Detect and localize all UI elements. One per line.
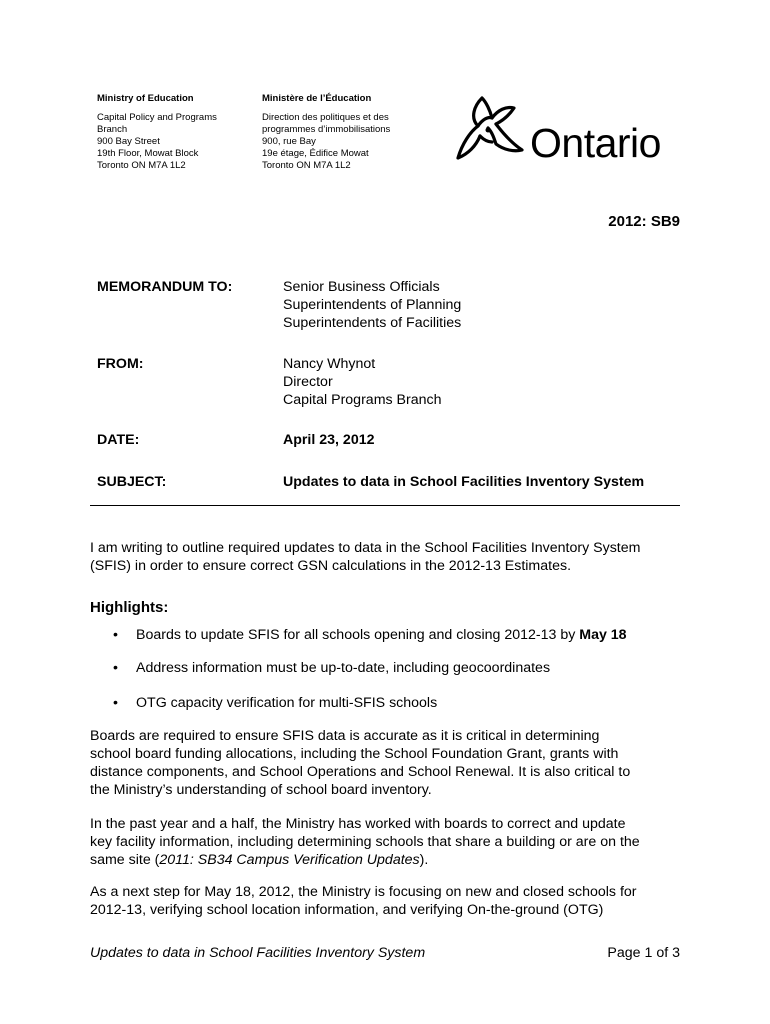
intro-line: I am writing to outline required updates to data in the School Facilities Inventory System [90,540,641,556]
memo-subject-label: SUBJECT: [97,474,167,490]
referenced-memo: 2011: SB34 Campus Verification Updates [159,852,420,868]
memo-date-value: April 23, 2012 [283,432,375,448]
paragraph-line: distance components, and School Operations and School Renewal. It is also critical to [90,764,631,780]
bullet-text: Address information must be up-to-date, including geocoordinates [136,660,551,676]
paragraph-line: 2012-13, verifying school location information, and verifying On-the-ground (OTG) [90,902,604,918]
ministry-name-en: Ministry of Education [97,93,194,104]
header-divider [90,505,680,506]
address-fr [262,112,390,172]
bullet-text: OTG capacity verification for multi-SFIS schools [136,695,438,711]
trillium-icon [452,92,532,168]
address-fr-line: Direction des politiques et des [262,112,389,123]
memo-code: 2012: SB9 [608,213,680,230]
paragraph-text: same site ( [90,852,160,868]
address-en-line: Toronto ON M7A 1L2 [97,160,186,171]
sender-line: Director [283,374,333,390]
paragraph-line: As a next step for May 18, 2012, the Ministry is focusing on new and closed schools for [90,884,637,900]
bullet-icon: • [113,695,118,711]
memo-date-label: DATE: [97,432,140,448]
memo-subject-value: Updates to data in School Facilities Inventory System [283,474,645,490]
bullet-icon: • [113,627,118,643]
paragraph-line: Boards are required to ensure SFIS data is accurate as it is critical in determining [90,728,600,744]
body-paragraph [90,815,690,869]
recipient: Senior Business Officials [283,279,440,295]
address-fr-line: programmes d’immobilisations [262,124,391,135]
address-fr-line: 19e étage, Édifice Mowat [262,148,369,159]
ontario-wordmark: Ontario [530,120,661,166]
paragraph-line: key facility information, including determining schools that share a building or are on the [90,834,640,850]
paragraph-line [90,851,690,869]
deadline-date: May 18 [579,627,627,643]
paragraph-line: school board funding allocations, including the School Foundation Grant, grants with [90,746,619,762]
address-fr-line: Toronto ON M7A 1L2 [262,160,351,171]
memo-from-sender [283,355,442,409]
body-paragraph [90,883,690,919]
paragraph-line: the Ministry’s understanding of school board inventory. [90,782,432,798]
page-number: Page 1 of 3 [607,945,680,961]
memo-to-recipients [283,278,461,332]
address-en-line: 900 Bay Street [97,136,160,147]
address-en [97,112,217,172]
ontario-logo [452,92,682,170]
intro-paragraph [90,539,690,575]
memo-from-label: FROM: [97,356,144,372]
intro-line: (SFIS) in order to ensure correct GSN calculations in the 2012-13 Estimates. [90,558,572,574]
address-fr-line: 900, rue Bay [262,136,316,147]
address-en-line: 19th Floor, Mowat Block [97,148,199,159]
body-paragraph [90,727,690,799]
memo-to-label: MEMORANDUM TO: [97,279,233,295]
ministry-name-fr: Ministère de l’Éducation [262,93,372,104]
address-en-line: Branch [97,124,128,135]
bullet-text: Boards to update SFIS for all schools opening and closing 2012-13 by [136,627,580,643]
paragraph-text: ). [419,852,429,868]
recipient: Superintendents of Facilities [283,315,462,331]
sender-line: Capital Programs Branch [283,392,442,408]
paragraph-line: In the past year and a half, the Ministry has worked with boards to correct and update [90,816,626,832]
address-en-line: Capital Policy and Programs [97,112,217,123]
bullet-icon: • [113,660,118,676]
recipient: Superintendents of Planning [283,297,462,313]
highlights-heading: Highlights: [90,599,169,616]
footer-title: Updates to data in School Facilities Inventory System [90,945,426,961]
sender-line: Nancy Whynot [283,356,376,372]
